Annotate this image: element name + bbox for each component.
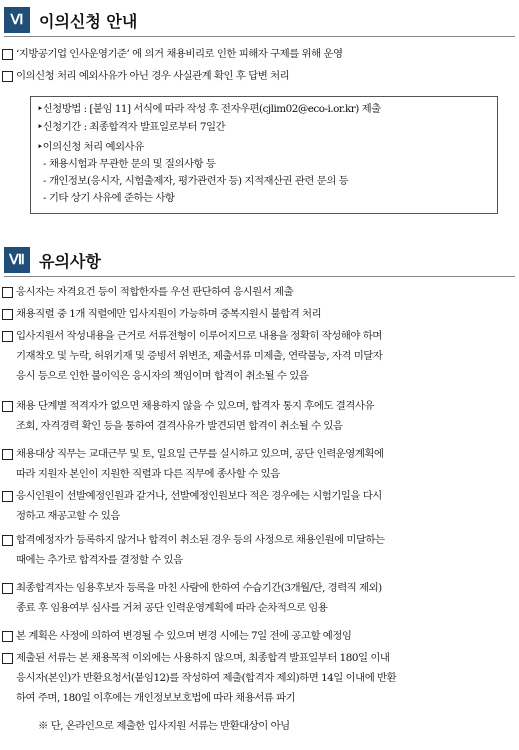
- list-item: [16, 530, 512, 570]
- list-item-line: 입사지원서 작성내용을 근거로 서류전형이 이루어지므로 내용을 정확히 작성해야 하며: [16, 330, 382, 342]
- list-item: [16, 578, 512, 618]
- list-item-line: 채용직렬 중 1개 직렬에만 입사지원이 가능하며 중복지원시 불합격 처리: [16, 308, 322, 320]
- checkbox-bullet-icon: [2, 331, 13, 342]
- list-item: 이의신청 처리 예외사유가 아닌 경우 사실관계 확인 후 답변 처리: [16, 66, 512, 86]
- list-item-line: 응시 등으로 인한 불이익은 응시자의 책임이며 합격이 취소될 수 있음: [16, 370, 309, 382]
- section-title: 이의신청 안내: [39, 11, 138, 31]
- checkbox-bullet-icon: [2, 309, 13, 320]
- list-item-line: 때에는 추가로 합격자를 결정할 수 있음: [16, 554, 183, 566]
- info-line: ‣신청기간 : 최종합격자 발표일로부터 7일간: [37, 121, 226, 133]
- list-item: ‘지방공기업 인사운영기준’ 에 의거 채용비리로 인한 피해자 구제를 위해 운영: [16, 44, 512, 64]
- list-item-line: 응시자(본인)가 반환요청서(붙임12)를 작성하여 제출(합격자 제외)하면 14일 이내에 반환: [16, 672, 397, 684]
- list-item-line: 정하고 재공고할 수 있음: [16, 510, 120, 522]
- section-title: 유의사항: [39, 251, 101, 271]
- list-item: [16, 396, 512, 436]
- checkbox-bullet-icon: [2, 535, 13, 546]
- section-header-notes: [4, 246, 101, 274]
- list-item-line: 채용대상 직무는 교대근무 및 토, 일요일 근무를 실시하고 있으며, 공단 인력운영계획에: [16, 448, 384, 460]
- objection-info-box: [30, 96, 498, 214]
- list-item: [16, 648, 512, 708]
- section-header-objection: [4, 6, 137, 34]
- info-line: ‣신청방법 : [붙임 11] 서식에 따라 작성 후 전자우편(cjlim02@eco-i.or.kr) 제출: [37, 103, 381, 115]
- section-numeral-badge: Ⅶ: [4, 247, 30, 273]
- checkbox-bullet-icon: [2, 71, 13, 82]
- info-line: ‣이의신청 처리 예외사유: [37, 141, 144, 153]
- section-divider: [4, 36, 515, 37]
- section-numeral-badge: Ⅵ: [4, 7, 30, 33]
- list-item-line: 응시인원이 선발예정인원과 같거나, 선발예정인원보다 적은 경우에는 시험기일을 다시: [16, 490, 382, 502]
- checkbox-bullet-icon: [2, 491, 13, 502]
- list-item: [16, 626, 512, 646]
- list-item-line: 기재착오 및 누락, 허위기재 및 증빙서 위변조, 제출서류 미제출, 연락불능, 자격 미달자: [16, 350, 383, 362]
- info-line: - 채용시험과 무관한 문의 및 질의사항 등: [43, 158, 216, 170]
- list-item: [16, 486, 512, 526]
- list-item-line: 채용 단계별 적격자가 없으면 채용하지 않을 수 있으며, 합격자 통지 후에도 결격사유: [16, 400, 374, 412]
- checkbox-bullet-icon: [2, 653, 13, 664]
- list-item-line: 따라 지원자 본인이 지원한 직렬과 다른 직무에 종사할 수 있음: [16, 468, 280, 480]
- list-item: [16, 304, 512, 324]
- list-item-line: 종료 후 임용여부 심사를 거쳐 공단 인력운영계획에 따라 순차적으로 임용: [16, 602, 328, 614]
- list-item: [16, 282, 512, 302]
- list-item-line: 하여 주며, 180일 이후에는 개인정보보호법에 따라 채용서류 파기: [16, 692, 296, 704]
- list-item-line: 제출된 서류는 본 채용목적 이외에는 사용하지 않으며, 최종합격 발표일부터 180일 이내: [16, 652, 390, 664]
- info-line: - 개인정보(응시자, 시험출제자, 평가관련자 등) 지적재산권 관련 문의 등: [43, 175, 349, 187]
- list-item-line: 응시자는 자격요건 등이 적합한자를 우선 판단하여 응시원서 제출: [16, 286, 294, 298]
- checkbox-bullet-icon: [2, 287, 13, 298]
- list-item-line: 최종합격자는 임용후보자 등록을 마친 사람에 한하여 수습기간(3개월/단, 경력직 제외): [16, 582, 382, 594]
- list-item: [16, 444, 512, 484]
- checkbox-bullet-icon: [2, 631, 13, 642]
- list-item-line: 합격예정자가 등록하지 않거나 합격이 취소된 경우 등의 사정으로 채용인원에 미달하는: [16, 534, 385, 546]
- checkbox-bullet-icon: [2, 449, 13, 460]
- checkbox-bullet-icon: [2, 49, 13, 60]
- checkbox-bullet-icon: [2, 401, 13, 412]
- list-item-line: 조회, 자격경력 확인 등을 통하여 결격사유가 발견되면 합격이 취소될 수 있음: [16, 420, 343, 432]
- section-divider: [4, 276, 515, 277]
- list-item-line: 본 계획은 사정에 의하여 변경될 수 있으며 변경 시에는 7일 전에 공고할 예정임: [16, 630, 352, 642]
- footnote: ※ 단, 온라인으로 제출한 입사지원 서류는 반환대상이 아님: [38, 720, 290, 732]
- checkbox-bullet-icon: [2, 583, 13, 594]
- list-item: [16, 326, 512, 386]
- info-line: - 기타 상기 사유에 준하는 사항: [43, 192, 175, 204]
